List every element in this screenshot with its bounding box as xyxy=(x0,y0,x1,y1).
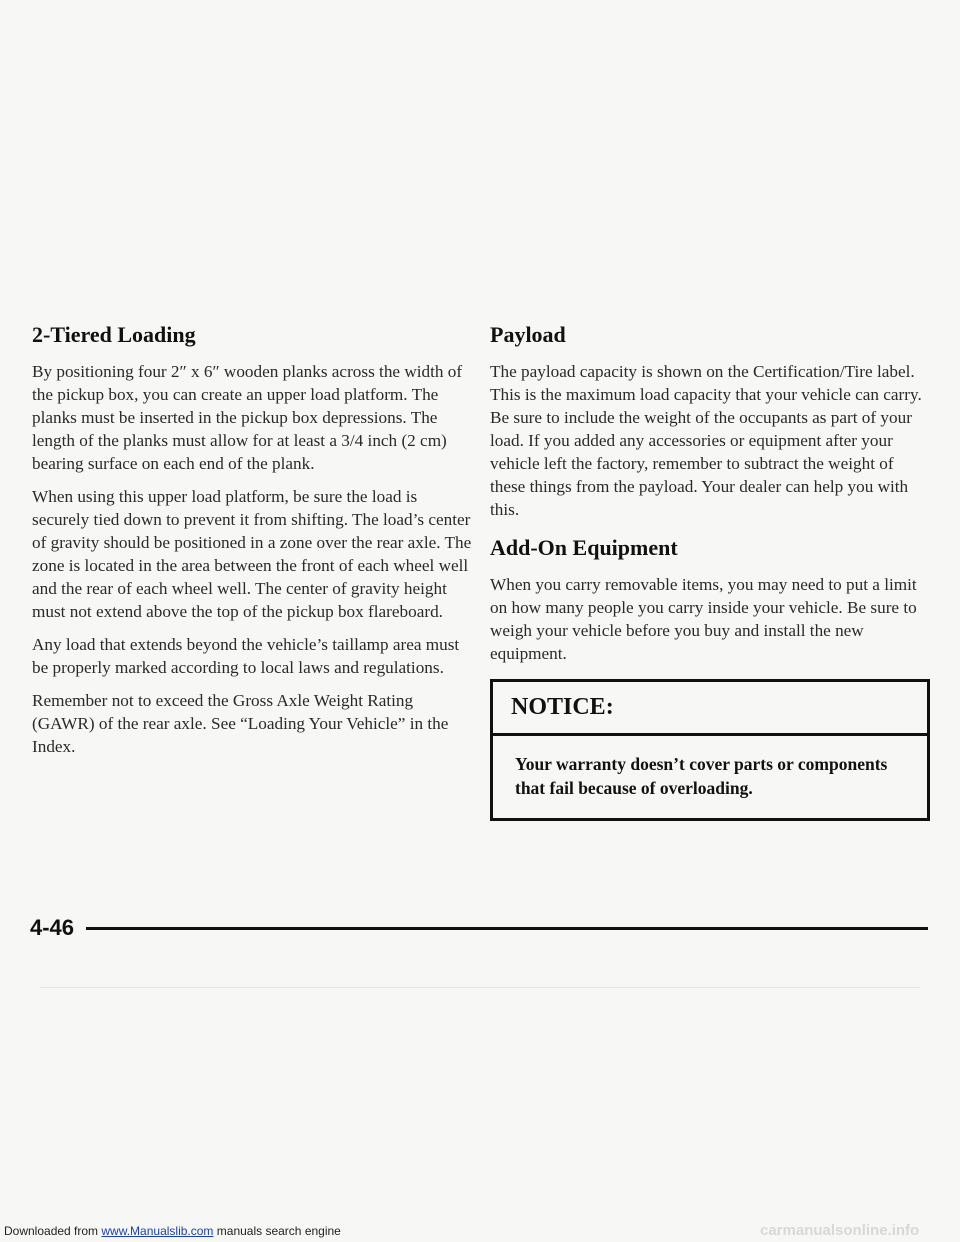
paragraph: Remember not to exceed the Gross Axle Weight Rating (GAWR) of the rear axle. See “Loading Your Vehicle” in the Index. xyxy=(32,691,449,756)
paragraph: By positioning four 2″ x 6″ wooden planks across the width of the pickup box, you can create an upper load platform. The planks must be inserted in the pickup box depressions. The length of the planks must allow for at least a 3/4 inch (2 cm) bearing surface on each end of the plank. xyxy=(32,362,463,473)
add-on-paragraph: When you carry removable items, you may need to put a limit on how many people you carry inside your vehicle. Be sure to weigh your vehicle before you buy and install the new equipment. xyxy=(490,575,917,663)
footer-rule xyxy=(86,927,928,930)
right-column xyxy=(490,322,930,821)
paragraph: When using this upper load platform, be sure the load is securely tied down to prevent it from shifting. The load’s center of gravity should be positioned in a zone over the rear axle. The zone is located in the area between the front of each wheel well and the rear of each wheel well. The center of gravity height must not extend above the top of the pickup box flareboard. xyxy=(32,487,472,621)
download-prefix: Downloaded from xyxy=(4,1224,102,1238)
page-footer xyxy=(30,915,930,945)
section-heading-add-on-equipment: Add-On Equipment xyxy=(490,535,678,560)
left-column xyxy=(32,322,472,768)
paragraph: Any load that extends beyond the vehicle’s taillamp area must be properly marked according to local laws and regulations. xyxy=(32,635,460,677)
notice-title: NOTICE: xyxy=(493,682,927,736)
download-suffix: manuals search engine xyxy=(213,1224,341,1238)
download-source-line xyxy=(4,1224,341,1238)
section-heading-payload: Payload xyxy=(490,322,566,347)
section-heading-2-tiered-loading: 2-Tiered Loading xyxy=(32,322,196,347)
notice-box xyxy=(490,679,930,821)
page-number: 4-46 xyxy=(30,915,75,940)
watermark: carmanualsonline.info xyxy=(760,1222,920,1239)
payload-paragraph: The payload capacity is shown on the Certification/Tire label. This is the maximum load capacity that your vehicle can carry. Be sure to include the weight of the occupants as part of your load. If you added any accessories or equipment after your vehicle left the factory, remember to subtract the weight of these things from the payload. Your dealer can help you with this. xyxy=(490,362,922,519)
notice-text: Your warranty doesn’t cover parts or components that fail because of overloading. xyxy=(515,754,888,798)
divider xyxy=(40,987,920,988)
manualslib-link[interactable]: www.Manualslib.com xyxy=(101,1224,214,1238)
